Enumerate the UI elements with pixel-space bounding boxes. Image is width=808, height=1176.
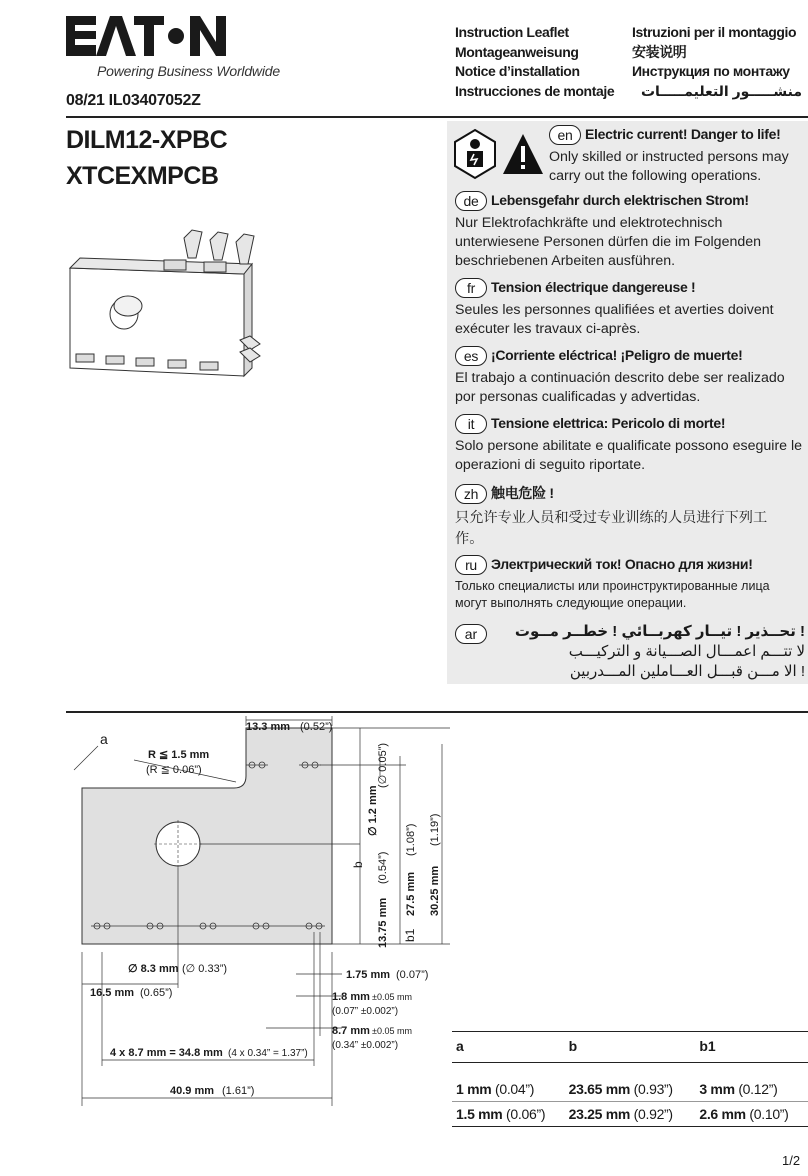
h-27-5: 27.5 mm bbox=[405, 871, 417, 916]
warning-icons bbox=[449, 128, 545, 180]
table-header-a: a bbox=[452, 1032, 565, 1063]
warning-fr bbox=[455, 277, 805, 339]
d-1-8: 1.8 mm bbox=[332, 991, 370, 1003]
lang-code-fr: fr bbox=[455, 278, 487, 298]
leaflet-title-zh: 安装说明 bbox=[632, 43, 687, 60]
warning-ar-heading: ! تحــذير ! تيــار كهربــائي ! خطــر مــوت bbox=[514, 623, 805, 640]
warning-ru bbox=[455, 554, 805, 612]
danger-triangle-icon bbox=[503, 134, 543, 174]
h-30-25: 30.25 mm bbox=[429, 865, 441, 916]
d-1-75-in: (0.07”) bbox=[396, 969, 429, 981]
table-header-b1: b1 bbox=[695, 1032, 808, 1063]
radius-in: (R ≦ 0.06”) bbox=[146, 764, 202, 776]
warning-en-heading: Electric current! Danger to life! bbox=[585, 126, 781, 142]
table-header-row bbox=[452, 1032, 808, 1063]
hole-big-in: (∅ 0.33”) bbox=[182, 963, 228, 975]
lang-code-en: en bbox=[549, 125, 581, 145]
warning-zh-body: 只允许专业人员和受过专业训练的人员进行下列工作。 bbox=[455, 510, 768, 548]
hole-small-in: (∅ 0.05”) bbox=[377, 742, 389, 788]
leaflet-title-ar: منشـــــور التعليمـــــات bbox=[640, 82, 802, 99]
d-1-8-in: (0.07” ±0.002”) bbox=[332, 1006, 399, 1017]
pitch: 4 x 8.7 mm = 34.8 mm bbox=[110, 1047, 223, 1059]
leaflet-title-fr: Notice d’installation bbox=[455, 63, 580, 79]
warning-es bbox=[455, 345, 805, 407]
hole-small: ∅ 1.2 mm bbox=[367, 785, 379, 836]
section-divider bbox=[66, 711, 808, 713]
warning-en bbox=[549, 124, 807, 186]
header-divider bbox=[66, 116, 808, 118]
dimension-table bbox=[452, 1031, 808, 1127]
leaflet-title-en: Instruction Leaflet bbox=[455, 24, 569, 40]
warning-zh-heading: 触电危险 ! bbox=[491, 485, 554, 501]
table-row bbox=[452, 1077, 808, 1102]
leaflet-title-ru: Инструкция по монтажу bbox=[632, 63, 790, 79]
warning-en-body: Only skilled or instructed persons may carry out the following operations. bbox=[549, 149, 789, 185]
warning-ar-body-line2: ! الا مـــن قبـــل العـــاملين المـــدربين bbox=[569, 663, 805, 680]
leaflet-title-es: Instrucciones de montaje bbox=[455, 82, 615, 99]
table-cell: 1 mm (0.04”) bbox=[452, 1077, 565, 1102]
d-1-75: 1.75 mm bbox=[346, 969, 391, 981]
product-title bbox=[66, 122, 227, 194]
warning-es-heading: ¡Corriente eléctrica! ¡Peligro de muerte! bbox=[491, 347, 743, 363]
warning-ru-heading: Электрический ток! Опасно для жизни! bbox=[491, 556, 753, 572]
d-40-9: 40.9 mm bbox=[170, 1085, 215, 1097]
product-illustration bbox=[64, 228, 264, 398]
label-b1: b1 bbox=[403, 928, 417, 942]
d-40-9-in: (1.61”) bbox=[222, 1085, 255, 1097]
center-hole bbox=[156, 822, 200, 866]
table-cell: 3 mm (0.12”) bbox=[695, 1077, 808, 1102]
warning-ar-body-line1: لا تتـــم اعمـــال الصـــيانة و التركيـــب bbox=[568, 643, 805, 660]
dimension-drawing bbox=[60, 716, 460, 1116]
table-cell: 2.6 mm (0.10”) bbox=[695, 1102, 808, 1127]
lang-code-ar: ar bbox=[455, 624, 487, 644]
table-cell: 23.25 mm (0.92”) bbox=[565, 1102, 696, 1127]
h-27-5-in: (1.08”) bbox=[405, 823, 417, 856]
table-cell: 23.65 mm (0.93”) bbox=[565, 1077, 696, 1102]
lang-code-es: es bbox=[455, 346, 487, 366]
warning-zh bbox=[455, 483, 775, 550]
d-16-5-in: (0.65”) bbox=[140, 987, 173, 999]
warning-ar bbox=[455, 622, 805, 682]
d-16-5: 16.5 mm bbox=[90, 987, 135, 999]
product-title-line1: DILM12-XPBC bbox=[66, 126, 228, 154]
d-8-7: 8.7 mm bbox=[332, 1025, 370, 1037]
leaflet-titles-col1 bbox=[455, 23, 614, 101]
warning-fr-heading: Tension électrique dangereuse ! bbox=[491, 279, 696, 295]
lang-code-zh: zh bbox=[455, 484, 487, 504]
tagline: Powering Business Worldwide bbox=[97, 63, 280, 79]
page-number: 1/2 bbox=[782, 1153, 801, 1168]
warning-it-heading: Tensione elettrica: Pericolo di morte! bbox=[491, 415, 726, 431]
label-b: b bbox=[351, 861, 365, 868]
width-top-in: (0.52”) bbox=[300, 721, 333, 733]
table-row bbox=[452, 1102, 808, 1127]
product-title-line2: XTCEXMPCB bbox=[66, 162, 219, 190]
radius-mm: R ≦ 1.5 mm bbox=[148, 749, 210, 761]
width-top: 13.3 mm bbox=[246, 721, 291, 733]
warning-de bbox=[455, 190, 805, 271]
table-cell: 1.5 mm (0.06”) bbox=[452, 1102, 565, 1127]
warning-es-body: El trabajo a continuación descrito debe ser realizado por personas cualificadas y advertidas. bbox=[455, 370, 785, 406]
h-13-75: 13.75 mm bbox=[377, 897, 389, 948]
leaflet-titles-col2 bbox=[632, 23, 802, 101]
warning-fr-body: Seules les personnes qualifiées et averties doivent exécuter les travaux ci-après. bbox=[455, 302, 774, 338]
h-30-25-in: (1.19”) bbox=[429, 813, 441, 846]
warning-it-body: Solo persone abilitate e qualificate possono eseguire le operazioni di seguito riportate. bbox=[455, 438, 803, 474]
eaton-logo bbox=[66, 14, 226, 58]
d-8-7-tol: ±0.05 mm bbox=[372, 1026, 412, 1036]
pitch-in: (4 x 0.34” = 1.37”) bbox=[228, 1048, 308, 1059]
hole-big: ∅ 8.3 mm bbox=[128, 963, 179, 975]
warning-ru-body: Только специалисты или проинструктированные лица могут выполнять следующие операции. bbox=[455, 579, 770, 611]
warning-it bbox=[455, 413, 805, 475]
electrician-icon bbox=[455, 130, 495, 178]
leaflet-title-it: Istruzioni per il montaggio bbox=[632, 24, 797, 40]
lang-code-de: de bbox=[455, 191, 487, 211]
d-1-8-tol: ±0.05 mm bbox=[372, 992, 412, 1002]
leaflet-title-de: Montageanweisung bbox=[455, 43, 579, 60]
warning-de-heading: Lebensgefahr durch elektrischen Strom! bbox=[491, 192, 749, 208]
d-8-7-in: (0.34” ±0.002”) bbox=[332, 1040, 399, 1051]
lang-code-ru: ru bbox=[455, 555, 487, 575]
h-13-75-in: (0.54”) bbox=[377, 851, 389, 884]
warning-de-body: Nur Elektrofachkräfte und elektrotechnisch unterwiesene Personen dürfen die im Folgenden beschriebenen Arbeiten ausführen. bbox=[455, 215, 762, 270]
table-header-b: b bbox=[565, 1032, 696, 1063]
lang-code-it: it bbox=[455, 414, 487, 434]
label-a: a bbox=[100, 731, 108, 747]
document-number: 08/21 IL03407052Z bbox=[66, 92, 201, 109]
